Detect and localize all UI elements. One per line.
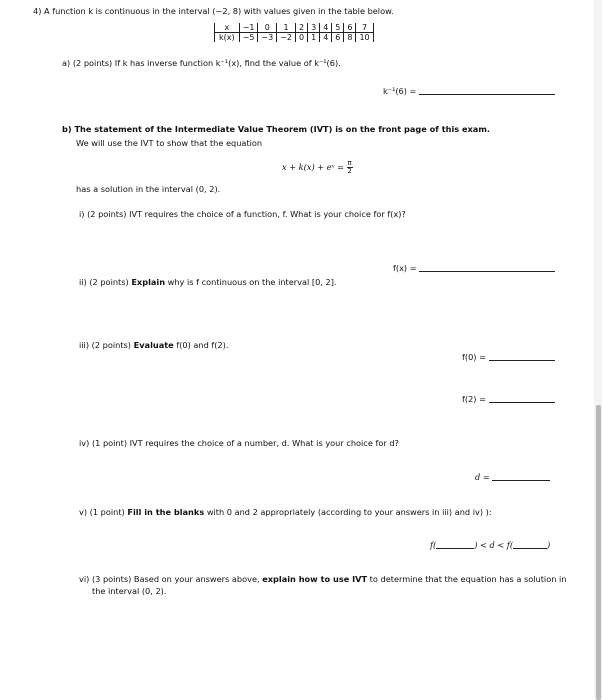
inequality-middle: ) < d < f( (474, 540, 514, 550)
part-b-iii-label: iii) (79, 340, 90, 350)
part-b-v-inequality (430, 540, 550, 550)
table-cell: 4 (320, 33, 332, 43)
table-cell: 1 (308, 33, 320, 43)
part-b-iii-answer-2 (462, 394, 555, 404)
table-row-x (215, 23, 374, 33)
inequality-blank-2[interactable] (513, 540, 547, 549)
part-b-i-points: (2 points) (87, 209, 127, 219)
table-cell: 5 (332, 23, 344, 33)
table-cell: 8 (344, 33, 356, 43)
part-b-line2: We will use the IVT to show that the equation (76, 138, 263, 148)
table-row-k (215, 33, 374, 43)
part-b-iii-answer2-blank[interactable] (489, 394, 555, 403)
part-b-vi-label: vi) (79, 574, 90, 584)
part-b-ii-points: (2 points) (89, 277, 129, 287)
inequality-close: ) (547, 540, 551, 550)
part-b-vi-text-a: Based on your answers above, (133, 574, 260, 584)
part-b-iv-text: IVT requires the choice of a number, d. What is your choice for d? (129, 438, 399, 448)
equation-fraction (347, 160, 353, 175)
part-b-iii-question (79, 340, 228, 350)
part-b-i-label: i) (79, 209, 85, 219)
part-b-v-points: (1 point) (89, 507, 125, 517)
part-b-iv-label: iv) (79, 438, 90, 448)
part-b-bold-intro: The statement of the Intermediate Value Theorem (IVT) is on the front page of this exam. (74, 124, 490, 134)
part-b-iv-answer-label: d = (475, 472, 490, 482)
table-cell: 4 (320, 23, 332, 33)
scrollbar-thumb[interactable] (596, 405, 601, 700)
part-b-ii-bold: Explain (131, 277, 166, 287)
part-b-iv-question (79, 438, 399, 448)
table-cell: 7 (356, 23, 373, 33)
part-b-v-label: v) (79, 507, 88, 517)
part-b-i-answer-label: f(x) = (393, 263, 417, 273)
table-cell: 0 (296, 33, 308, 43)
part-b-line3: has a solution in the interval (0, 2). (76, 184, 221, 194)
table-header-x: x (215, 23, 240, 33)
part-a-question (62, 58, 341, 68)
equation-lhs: x + k(x) + eˣ = (282, 162, 344, 172)
inequality-blank-1[interactable] (436, 540, 474, 549)
part-b-i-question (79, 209, 406, 219)
table-cell: 10 (356, 33, 373, 43)
part-b-vi-points: (3 points) (91, 574, 132, 584)
table-cell: 2 (296, 23, 308, 33)
problem-header (33, 6, 394, 16)
table-cell: −2 (277, 33, 296, 43)
problem-number: 4) (33, 6, 42, 16)
part-b-vi-line2: the interval (0, 2). (92, 586, 167, 596)
table-cell: −3 (258, 33, 277, 43)
inequality-f-open: f( (430, 540, 437, 550)
part-b-ii-label: ii) (79, 277, 87, 287)
table-cell: 3 (308, 23, 320, 33)
part-b-v-question (79, 507, 492, 517)
part-b-iv-points: (1 point) (91, 438, 128, 448)
equation-numerator: π (347, 159, 352, 167)
part-b-iii-text: f(0) and f(2). (176, 340, 229, 350)
table-cell: −5 (239, 33, 258, 43)
table-cell: 6 (332, 33, 344, 43)
part-a-answer-label: k⁻¹(6) = (383, 86, 417, 96)
part-b-iv-answer (475, 472, 550, 482)
problem-intro: A function k is continuous in the interval (−2, 8) with values given in the table below. (44, 6, 394, 16)
part-b-v-bold: Fill in the blanks (127, 507, 205, 517)
part-b-iii-bold: Evaluate (133, 340, 174, 350)
part-b-iii-answer1-blank[interactable] (489, 352, 555, 361)
part-a-label: a) (62, 58, 71, 68)
part-b-iii-answer2-label: f(2) = (462, 394, 486, 404)
part-b-vi-question (79, 574, 566, 584)
table-cell: −1 (239, 23, 258, 33)
part-b-i-answer (393, 263, 555, 273)
part-b-label: b) (62, 124, 72, 134)
part-b-vi-text-b: to determine that the equation has a solution in (369, 574, 567, 584)
table-header-k: k(x) (215, 33, 240, 43)
part-b-intro (62, 124, 490, 134)
part-b-iii-answer1-label: f(0) = (462, 352, 486, 362)
part-b-v-text: with 0 and 2 appropriately (according to your answers in iii) and iv) ): (206, 507, 492, 517)
part-a-text: If k has inverse function k⁻¹(x), find the value of k⁻¹(6). (114, 58, 341, 68)
part-b-iii-points: (2 points) (91, 340, 131, 350)
values-table (214, 23, 374, 42)
part-b-ii-text: why is f continuous on the interval [0, 2]. (167, 277, 337, 287)
part-a-answer (383, 86, 555, 96)
ivt-equation (282, 157, 353, 177)
table-cell: 6 (344, 23, 356, 33)
part-b-i-answer-blank[interactable] (419, 263, 555, 272)
part-b-iii-answer-1 (462, 352, 555, 362)
table-cell: 0 (258, 23, 277, 33)
equation-denominator: 2 (347, 167, 352, 175)
part-b-vi-bold: explain how to use IVT (262, 574, 368, 584)
part-a-answer-blank[interactable] (419, 86, 555, 95)
part-a-points: (2 points) (72, 58, 113, 68)
part-b-ii-question (79, 277, 337, 287)
table-cell: 1 (277, 23, 296, 33)
part-b-iv-answer-blank[interactable] (492, 472, 550, 481)
part-b-i-text: IVT requires the choice of a function, f. What is your choice for f(x)? (129, 209, 406, 219)
